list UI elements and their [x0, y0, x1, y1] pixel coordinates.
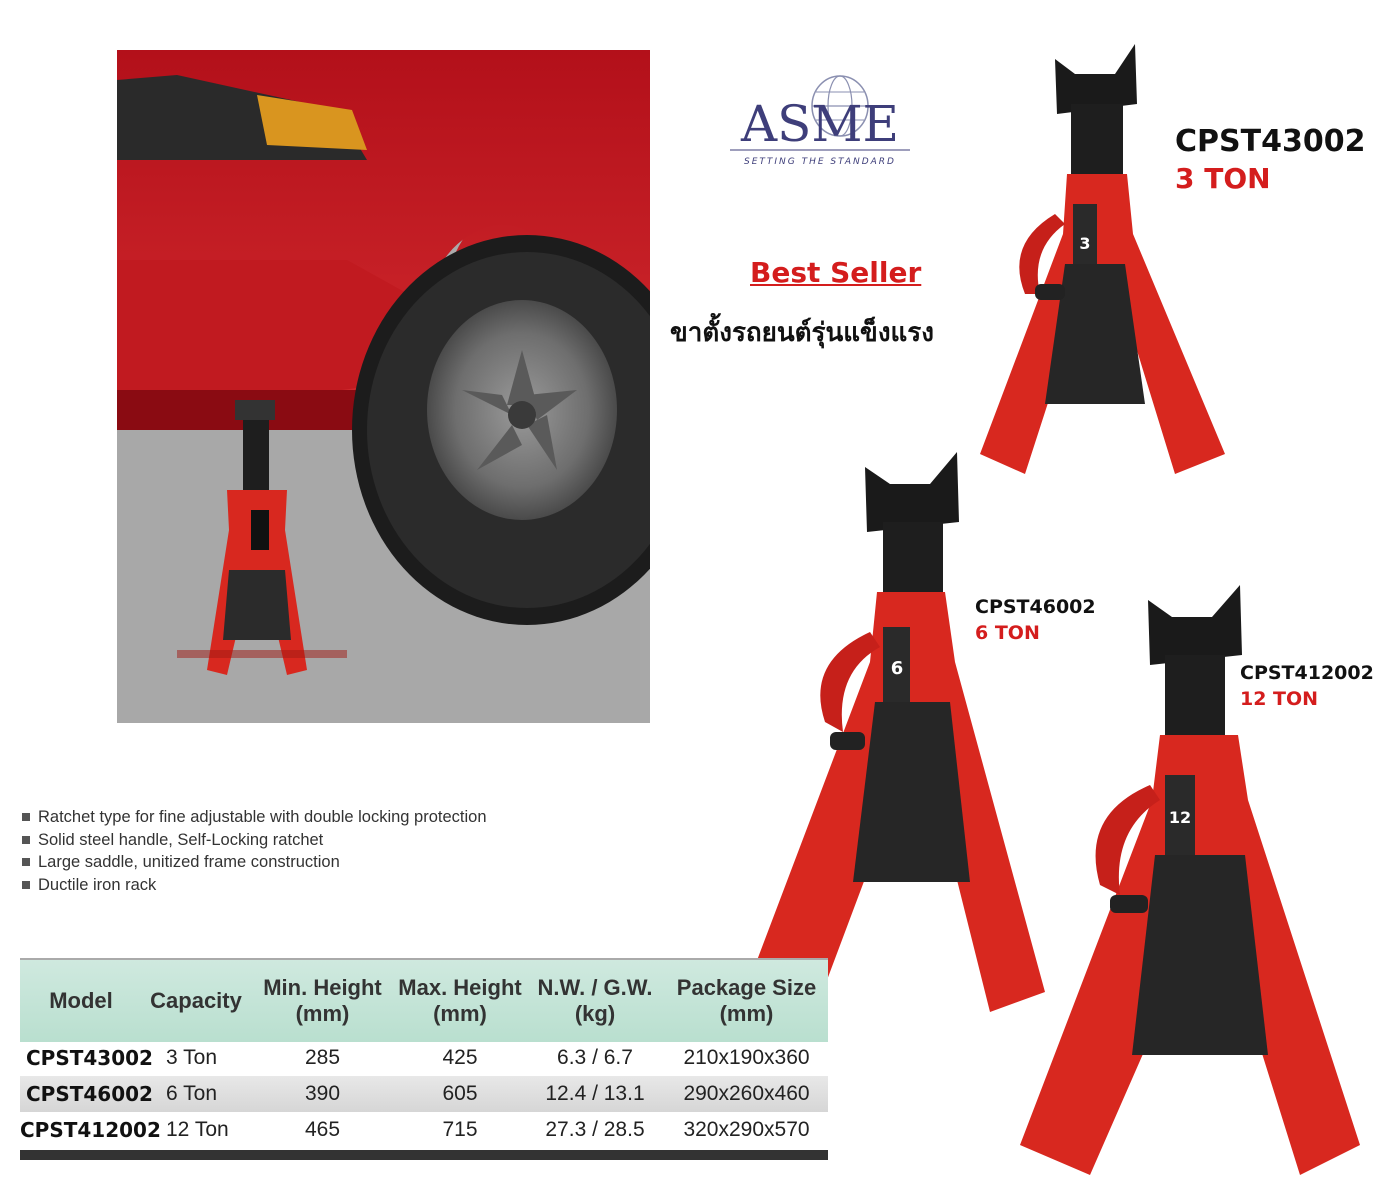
- spec-table-header: [20, 958, 828, 1042]
- list-item: Ductile iron rack: [20, 874, 487, 897]
- best-seller-label: Best Seller: [750, 256, 922, 289]
- table-bottom-rule: [20, 1150, 828, 1160]
- bullet-icon: [22, 836, 30, 844]
- product-capacity-3ton: 3 TON: [1175, 162, 1271, 195]
- svg-text:MEGA: MEGA: [1190, 1110, 1246, 1130]
- header-model: Model: [49, 988, 113, 1013]
- header-package-size: Package Size (mm): [676, 975, 817, 1026]
- svg-text:MEGA: MEGA: [1092, 427, 1148, 447]
- header-weight: N.W. / G.W. (kg): [537, 975, 653, 1026]
- svg-text:SETTING THE STANDARD: SETTING THE STANDARD: [744, 157, 896, 167]
- jack-stand-3ton-image: [975, 44, 1245, 494]
- product-capacity-6ton: 6 TON: [975, 622, 1040, 644]
- product-model-6ton: CPST46002: [975, 596, 1096, 618]
- table-row: CPST46002 6 Ton 390 605 12.4 / 13.1 290x260x460: [20, 1076, 828, 1112]
- product-model-3ton: CPST43002: [1175, 124, 1366, 159]
- list-item: Solid steel handle, Self-Locking ratchet: [20, 829, 487, 852]
- product-model-12ton: CPST412002: [1240, 662, 1374, 684]
- svg-text:3: 3: [1079, 234, 1091, 253]
- header-max-height: Max. Height (mm): [398, 975, 522, 1026]
- svg-text:MEGA: MEGA: [902, 915, 958, 935]
- list-item: Ratchet type for fine adjustable with double locking protection: [20, 806, 487, 829]
- table-row: CPST43002 3 Ton 285 425 6.3 / 6.7 210x190x360: [26, 1046, 810, 1070]
- header-min-height: Min. Height (mm): [263, 975, 382, 1026]
- product-capacity-12ton: 12 TON: [1240, 688, 1319, 710]
- asme-logo: [720, 68, 920, 178]
- product-photo: [117, 50, 650, 723]
- feature-list: [20, 806, 487, 896]
- bullet-icon: [22, 858, 30, 866]
- svg-text:12: 12: [1168, 808, 1192, 827]
- svg-text:ASME: ASME: [740, 95, 900, 153]
- svg-text:6: 6: [890, 658, 904, 679]
- jack-stand-12ton-image: [1000, 585, 1365, 1185]
- table-row: CPST412002 12 Ton 465 715 27.3 / 28.5 320x290x570: [20, 1118, 810, 1142]
- header-capacity: Capacity: [150, 988, 242, 1013]
- bullet-icon: [22, 881, 30, 889]
- list-item: Large saddle, unitized frame construction: [20, 851, 487, 874]
- bullet-icon: [22, 813, 30, 821]
- thai-subtitle: ขาตั้งรถยนต์รุ่นแข็งแรง: [670, 318, 934, 348]
